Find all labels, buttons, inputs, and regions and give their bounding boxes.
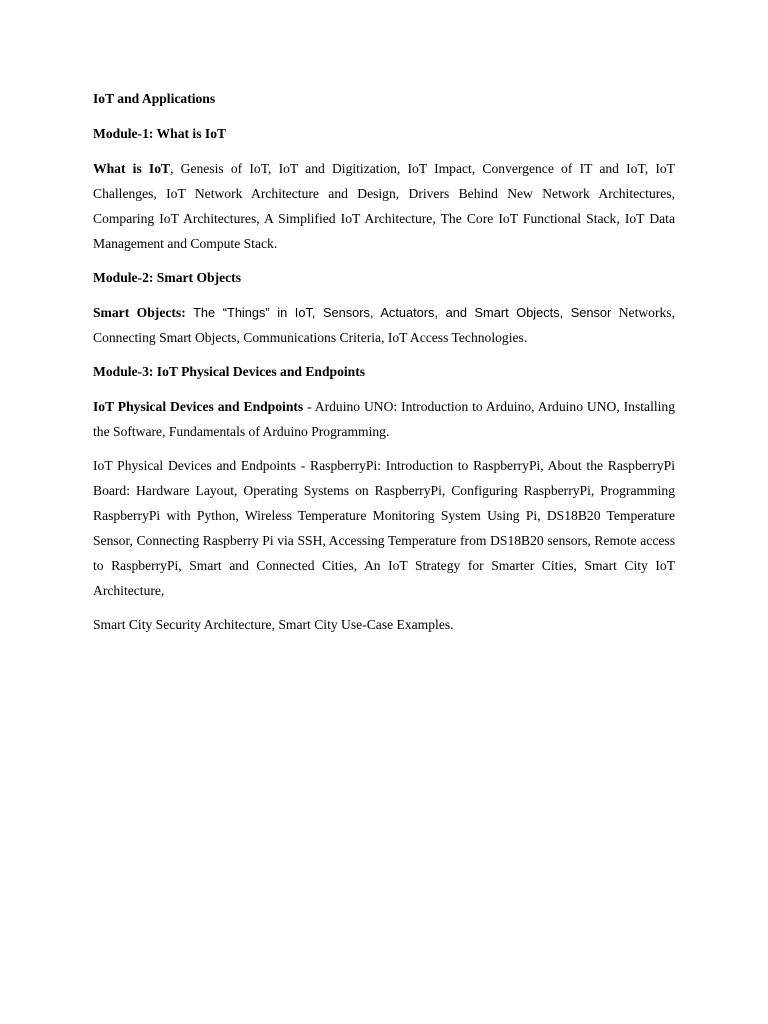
- module-1-lead: What is IoT: [93, 161, 171, 176]
- module-3-paragraph-2: IoT Physical Devices and Endpoints - RaspberryPi: Introduction to RaspberryPi, About the RaspberryPi Board: Hardware Layout, Operating Systems on RaspberryPi, Configuring RaspberryPi, Programming RaspberryPi with Python, Wireless Temperature Monitoring System Using Pi, DS18B20 Temperature Sensor, Connecting Raspberry Pi via SSH, Accessing Temperature from DS18B20 sensors, Remote access to RaspberryPi, Smart and Connected Cities, An IoT Strategy for Smarter Cities, Smart City IoT Architecture,: [93, 458, 675, 598]
- module-1-text: , Genesis of IoT, IoT and Digitization, IoT Impact, Convergence of IT and IoT, IoT Challenges, IoT Network Architecture and Design, Drivers Behind New Network Architectures, Comparing IoT Architectures, A Simplified IoT Architecture, The Core IoT Functional Stack, IoT Data Management and Compute Stack.: [93, 161, 675, 251]
- module-2-alt-text: The “Things” in IoT, Sensors, Actuators, and Smart Objects, Sensor: [185, 305, 612, 320]
- module-2-lead: Smart Objects:: [93, 305, 186, 320]
- module-3-paragraph-3: Smart City Security Architecture, Smart City Use-Case Examples.: [93, 617, 454, 632]
- module-3-heading: Module-3: IoT Physical Devices and Endpoints: [93, 364, 366, 379]
- module-1-heading: Module-1: What is IoT: [93, 126, 227, 141]
- module-2-paragraph: [93, 300, 675, 350]
- module-3-text-1: - Arduino UNO: Introduction to Arduino, Arduino UNO, Installing the Software, Fundamentals of Arduino Programming.: [93, 399, 675, 439]
- module-1-paragraph: [93, 156, 675, 256]
- module-2-heading: Module-2: Smart Objects: [93, 270, 241, 285]
- document-page: [93, 86, 675, 646]
- module-3-paragraph-1: [93, 394, 675, 444]
- module-3-lead: IoT Physical Devices and Endpoints: [93, 399, 304, 414]
- document-title: IoT and Applications: [93, 91, 216, 106]
- module-2-text: Networks, Connecting Smart Objects, Communications Criteria, IoT Access Technologies.: [93, 305, 675, 345]
